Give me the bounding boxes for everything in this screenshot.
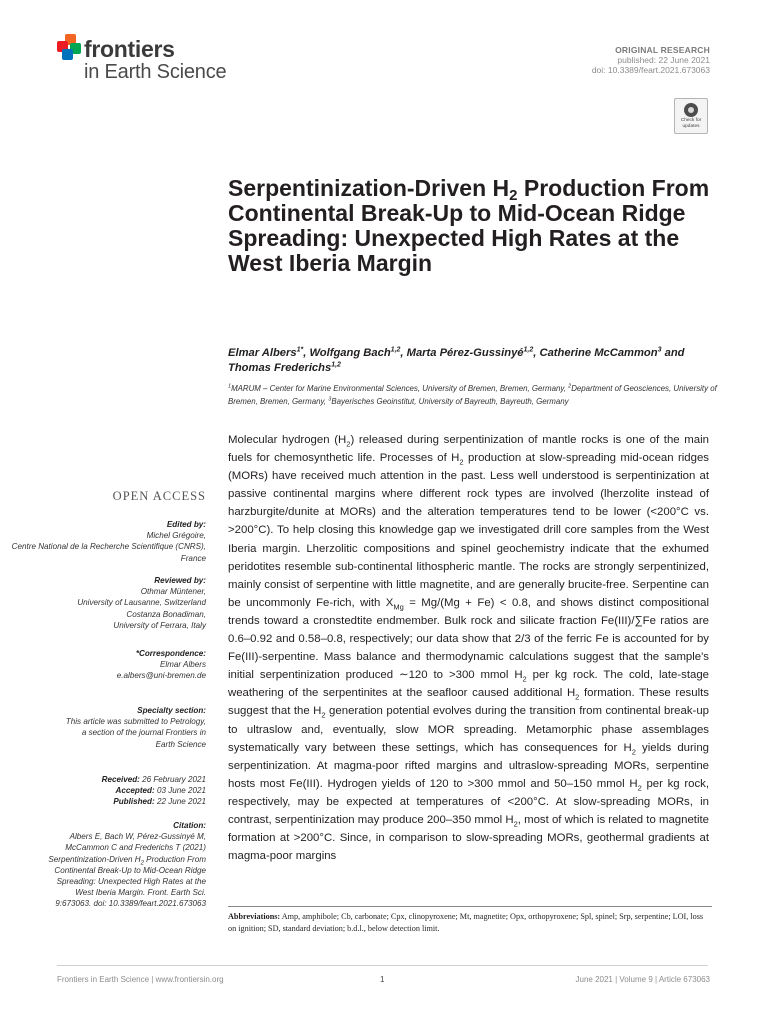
author-name[interactable]: Thomas Frederichs: [228, 362, 332, 374]
abbreviations-text: Amp, amphibole; Cb, carbonate; Cpx, clinopyroxene; Mt, magnetite; Opx, orthopyroxene; Spl, spinel; Srp, serpentine; LOI, loss on ignition; SD, standard deviation; b.d.l., below detection limit.: [228, 912, 704, 933]
affil-text: Department of Geosciences, University of Bremen, Bremen, Germany,: [228, 384, 717, 406]
abstract-subscript: 2: [459, 457, 464, 467]
author-name[interactable]: Elmar Albers: [228, 347, 297, 359]
article-type: ORIGINAL RESEARCH: [615, 45, 710, 55]
logo-square-blue: [62, 49, 73, 60]
author-affil-marker: 3: [657, 346, 662, 354]
edited-by-block: [6, 519, 206, 564]
reviewer-name[interactable]: Costanza Bonadiman,: [126, 609, 206, 619]
received-label: Received:: [101, 775, 140, 784]
specialty-text: This article was submitted to Petrology, a section of the journal Frontiers in Earth Science: [65, 717, 206, 749]
abstract-subscript: 2: [637, 783, 642, 793]
affil-text: MARUM – Center for Marine Environmental Sciences, University of Bremen, Bremen, Germany,: [231, 384, 569, 393]
citation-part-2: Production From Continental Break-Up to Mid-Ocean Ridge Spreading: Unexpected High Rates at the West Iberia Margin. Front. Earth Sci. 9:673063. doi: 10.3389/feart.2021.673063: [54, 854, 206, 909]
check-for-updates-button[interactable]: [674, 98, 708, 134]
article-title: [228, 176, 728, 276]
abstract-run: yields during serpentinization. At magma-poor rifted margins and ultraslow-spreading MORs, serpentine hosts most Fe(III). Hydrogen yields of 120 to >300 mmol and 50–150 mmol H: [228, 741, 709, 790]
author-separator: and: [661, 347, 685, 359]
edited-by-heading: Edited by:: [166, 520, 206, 529]
abstract-subscript: 2: [513, 819, 518, 829]
affiliations: [228, 383, 718, 408]
dates-block: [6, 774, 206, 808]
specialty-heading: Specialty section:: [137, 706, 206, 715]
published-date: 22 June 2021: [156, 797, 206, 807]
abbreviations-note: [228, 911, 712, 935]
abstract-run: Molecular hydrogen (H: [228, 434, 347, 446]
author-name[interactable]: Wolfgang Bach: [309, 347, 391, 359]
affil-marker: 1: [228, 383, 232, 390]
abstract-run: , most of which is related to magnetite formation at >200°C. Since, in comparison to slow-spreading MORs, geothermal gradients at magma-poor margins: [228, 813, 709, 863]
affil-marker: 3: [328, 395, 332, 402]
reviewed-by-heading: Reviewed by:: [154, 576, 206, 585]
abstract-run: generation potential evolves during the transition from continental break-up to ultraslow and, eventually, slow MOR spreading. Metamorphic phase assemblages systematically vary between these settings, which has consequences for H: [228, 705, 709, 754]
abstract-run: per kg rock, respectively, may be expected at temperatures of <200°C. At slow-spreading MORs, in contrast, serpentinization may produce 200–350 mmol H: [228, 777, 710, 826]
affil-text: Bayerisches Geoinstitut, University of Bayreuth, Bayreuth, Germany: [331, 396, 569, 406]
correspondence-block: [6, 648, 206, 682]
frontiers-logo-icon: [57, 34, 83, 60]
author-affil-marker: 1,2: [523, 346, 534, 354]
abstract-subscript: 2: [631, 746, 636, 756]
abstract-run: production at slow-spreading mid-ocean ridges (MORs) have received much attention in the past. Less well understood is serpentinization at passive continental margins where different rock types are involved (lherzolite instead of harzburgite/dunite at MORs) and the alteration temperatures tend to be lower (<200°C vs. >200°C). To help closing this knowledge gap we investigated drill core samples from the West Iberia margin. Lherzolitic compositions and spinel geochemistry indicate that the exhumed peridotites resemble sub-continental lithospheric mantle. The rocks are strongly serpentinized, mainly consist of serpentine with little magnetite, and are generally brucite-free. Serpentine can be uncommonly Fe-rich, with X: [228, 452, 709, 609]
open-access-label: OPEN ACCESS: [112, 489, 206, 503]
journal-logo: [57, 34, 237, 84]
citation-block: [6, 820, 206, 910]
correspondence-email[interactable]: e.albers@uni-bremen.de: [116, 671, 206, 681]
correspondence-name: Elmar Albers: [159, 660, 206, 670]
citation-subscript: 2: [140, 860, 144, 867]
reviewer-affiliation: University of Ferrara, Italy: [113, 620, 206, 630]
article-meta: [592, 45, 710, 75]
received-date: 26 February 2021: [142, 775, 206, 784]
author-separator: ,: [533, 347, 540, 359]
abstract-run: = Mg/(Mg + Fe) < 0.8, and shows distinct compositional trends toward a cronstedtite endmember. Bulk rock and silicate fraction Fe(III)/∑Fe ratios are 0.6–0.92 and 0.58–0.8, respectively; our data show that 2/3 of the ferric Fe is accounted for by Fe(III)-serpentine. Mass balance and thermodynamic calculations suggest that the sample's initial serpentinization produced ∼120 to >300 mmol H: [228, 596, 709, 682]
footer-journal-link[interactable]: Frontiers in Earth Science | www.frontiersin.org: [57, 975, 224, 984]
abstract-run: ) released during serpentinization of mantle rocks is one of the main fuels for chemosynthetic life. Processes of H: [228, 434, 709, 465]
citation-part-1: Albers E, Bach W, Pérez-Gussinyé M, McCammon C and Frederichs T (2021) Serpentinization-Driven H: [48, 832, 206, 864]
accepted-date: 03 June 2021: [156, 786, 206, 796]
abstract-subscript: 2: [346, 439, 351, 449]
abstract-subscript: 2: [575, 692, 580, 702]
abstract-subscript: 2: [522, 674, 527, 684]
abstract-subscript: Mg: [393, 602, 404, 612]
accepted-label: Accepted:: [115, 786, 155, 796]
reviewed-by-block: [6, 575, 206, 631]
author-separator: ,: [303, 347, 310, 359]
check-for-updates-icon: [684, 103, 698, 117]
check-for-updates-line2: updates: [682, 123, 700, 129]
page-number: 1: [380, 975, 385, 984]
author-separator: ,: [400, 347, 407, 359]
published-label: Published:: [113, 797, 155, 807]
title-subscript: 2: [509, 187, 518, 204]
correspondence-heading: *Correspondence:: [135, 649, 206, 658]
author-list: [228, 346, 718, 376]
citation-heading: Citation:: [173, 821, 206, 830]
author-name[interactable]: Catherine McCammon: [539, 347, 658, 359]
affil-marker: 2: [568, 383, 572, 390]
specialty-section-block: [6, 705, 206, 750]
footer-divider: [57, 965, 708, 966]
title-part-2: Production From Continental Break-Up to Mid-Ocean Ridge Spreading: Unexpected High Rates at the West Iberia Margin: [228, 175, 710, 276]
reviewer-name[interactable]: Othmar Müntener,: [140, 587, 206, 597]
editor-affiliation: Centre National de la Recherche Scientifique (CNRS), France: [11, 542, 206, 563]
published-line: published: 22 June 2021: [617, 55, 710, 65]
author-affil-marker: 1*: [296, 346, 304, 354]
editor-name[interactable]: Michel Grégoire,: [146, 531, 206, 541]
author-affil-marker: 1,2: [390, 346, 401, 354]
abbreviations-label: Abbreviations:: [228, 912, 281, 921]
abstract-run: formation. These results suggest that the H: [228, 687, 709, 718]
journal-subtitle: in Earth Science: [84, 61, 227, 83]
abstract-subscript: 2: [321, 710, 326, 720]
footer-issue-info: June 2021 | Volume 9 | Article 673063: [575, 975, 710, 984]
reviewer-affiliation: University of Lausanne, Switzerland: [77, 598, 206, 608]
citation-text: [46, 831, 206, 909]
abstract-run: per kg rock. The cold, late-stage weathering of the serpentinites at the seafloor caused additional H: [228, 669, 709, 700]
author-name[interactable]: Marta Pérez-Gussinyé: [406, 347, 524, 359]
author-affil-marker: 1,2: [331, 361, 341, 369]
journal-brand: frontiers: [84, 36, 175, 62]
abbreviations-rule: [228, 906, 712, 907]
abstract-text: [228, 431, 709, 865]
doi-line[interactable]: doi: 10.3389/feart.2021.673063: [591, 65, 710, 75]
title-part-1: Serpentinization-Driven H: [228, 175, 510, 201]
check-for-updates-line1: Check for: [680, 118, 702, 123]
